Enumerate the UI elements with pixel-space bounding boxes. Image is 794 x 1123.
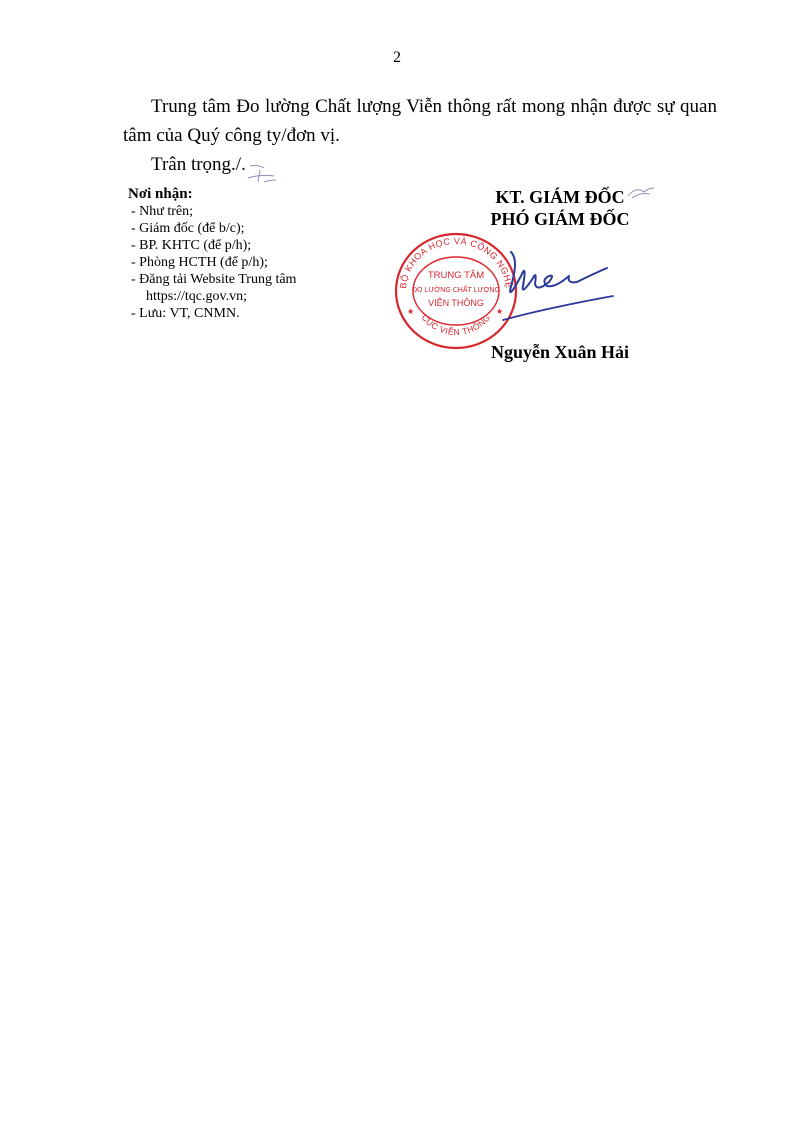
signature-title-line1: KT. GIÁM ĐỐC (495, 187, 625, 207)
recipient-item: https://tqc.gov.vn; (146, 289, 247, 304)
stamp-outer-text: BỘ KHOA HỌC VÀ CÔNG NGHỆ (397, 235, 515, 290)
stamp-star-icon: ★ (496, 307, 504, 316)
recipients-block (128, 186, 296, 322)
recipient-item: - Lưu: VT, CNMN. (131, 306, 240, 321)
recipient-item: - Giám đốc (để b/c); (131, 221, 245, 236)
closing-line: Trân trọng./. (151, 154, 246, 175)
handwritten-signature (497, 250, 617, 330)
recipients-list (128, 203, 296, 322)
stamp-inner-line1: TRUNG TÂM (427, 270, 485, 281)
recipient-item: - Đăng tải Website Trung tâm (131, 272, 297, 287)
recipient-item: - Như trên; (131, 204, 194, 219)
recipient-item: - BP. KHTC (để p/h); (131, 238, 252, 253)
signer-name: Nguyễn Xuân Hải (490, 342, 630, 362)
body-paragraph: Trung tâm Đo lường Chất lượng Viễn thông rất mong nhận được sự quan tâm của Quý công ty/đơn vị. (123, 96, 717, 146)
initial-mark (626, 184, 656, 200)
stamp-star-icon: ★ (407, 307, 415, 316)
stamp-inner-line3: VIỄN THÔNG (428, 298, 484, 308)
signature-title-line2: PHÓ GIÁM ĐỐC (490, 209, 630, 229)
stamp-bottom-text: CỤC VIỄN THÔNG (419, 312, 493, 338)
recipients-title: Nơi nhận: (128, 186, 193, 202)
stamp-inner-line2: ĐO LƯỜNG CHẤT LƯỢNG (411, 287, 501, 294)
recipient-item: - Phòng HCTH (để p/h); (131, 255, 268, 270)
initial-mark (244, 160, 280, 186)
page-number: 2 (393, 49, 401, 66)
